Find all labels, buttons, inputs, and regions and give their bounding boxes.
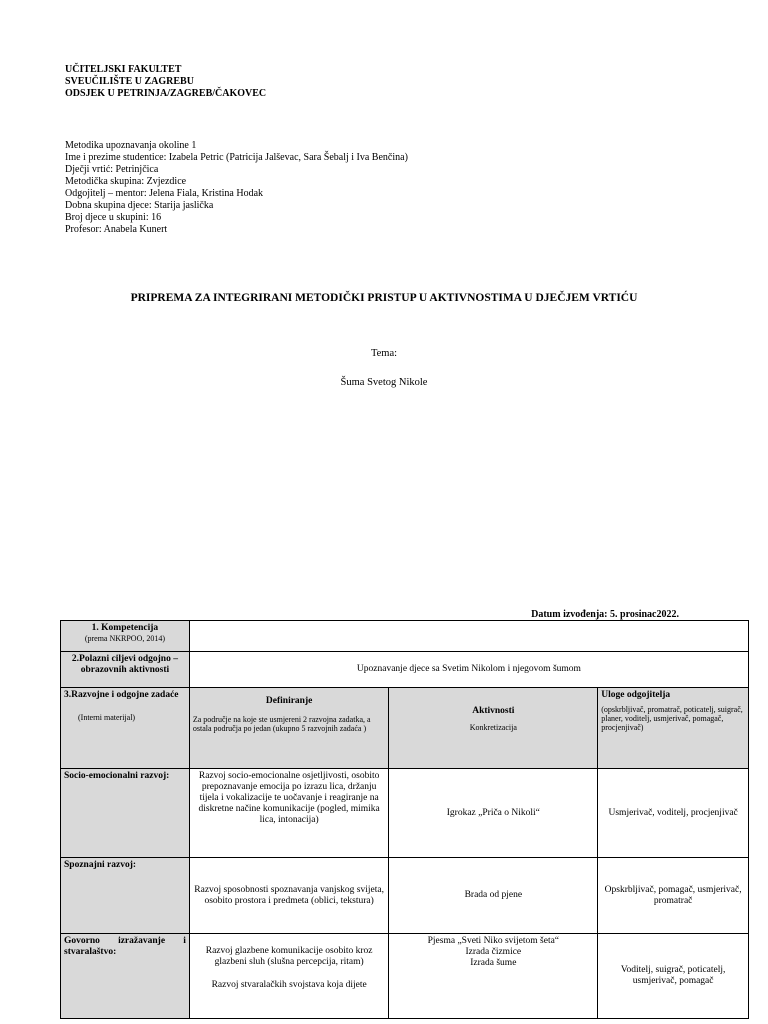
row-competence	[61, 621, 749, 652]
definition-cognitive: Razvoj sposobnosti spoznavanja vanjskog svijeta, osobito prostora i predmeta (oblici, tekstura)	[189, 858, 389, 934]
row-socio-emotional	[61, 769, 749, 858]
document-title: PRIPREMA ZA INTEGRIRANI METODIČKI PRISTUP U AKTIVNOSTIMA U DJEČJEM VRTIĆU	[130, 292, 638, 304]
preparation-table	[60, 620, 749, 1019]
tasks-label-cell	[61, 688, 190, 769]
activity-speech-song: Pjesma „Sveti Niko svijetom šeta“	[427, 936, 560, 946]
header-line-faculty: UČITELJSKI FAKULTET	[65, 64, 182, 75]
row-cognitive	[61, 858, 749, 934]
area-speech: Govorno izražavanje i stvaralaštvo:	[64, 936, 186, 957]
theme-value: Šuma Svetog Nikole	[340, 377, 428, 388]
roles-socio-emotional: Usmjerivač, voditelj, procjenjivač	[598, 769, 749, 858]
competence-source: (prema NKRPOO, 2014)	[84, 634, 166, 643]
institution-header	[65, 64, 266, 100]
goals-label: 2.Polazni ciljevi odgojno – obrazovnih aktivnosti	[61, 652, 190, 688]
theme-label: Tema:	[370, 348, 398, 359]
activity-speech-forest: Izrada šume	[470, 958, 517, 968]
activity-cognitive: Brada od pjene	[389, 858, 598, 934]
definition-note: Za područje na koje ste usmjereni 2 razvojna zadatka, a ostala područja po jedan (ukupno 5 razvojnih zadaća )	[192, 715, 371, 733]
definition-socio-emotional: Razvoj socio-emocionalne osjetljivosti, osobito prepoznavanje emocija po izrazu lica, držanju tijela i vokalizacije te uočavanje i reagiranje na diskretne načine komunikacije (pogled, mimika lica, intonacija)	[189, 769, 389, 858]
roles-title: Uloge odgojitelja	[601, 690, 671, 700]
activity-speech-cell	[389, 934, 598, 1019]
info-student: Ime i prezime studentice: Izabela Petric (Patricija Jalševac, Sara Šebalj i Iva Benčina)	[65, 152, 408, 163]
tasks-title: 3.Razvojne i odgojne zadaće	[64, 690, 179, 700]
definition-header	[189, 688, 389, 769]
info-block	[65, 140, 408, 236]
roles-note: (opskrbljivač, promatrač, poticatelj, suigrač, planer, voditelj, usmjerivač, pomagač, procjenjivač)	[601, 705, 743, 732]
roles-header	[598, 688, 749, 769]
roles-cognitive: Opskrbljivač, pomagač, usmjerivač, promatrač	[598, 858, 749, 934]
area-speech-cell	[61, 934, 190, 1019]
competence-cell	[61, 621, 190, 652]
area-socio-emotional: Socio-emocionalni razvoj:	[61, 769, 190, 858]
activities-title: Aktivnosti	[472, 706, 515, 716]
info-professor: Profesor: Anabela Kunert	[65, 224, 168, 235]
header-line-university: SVEUČILIŠTE U ZAGREBU	[65, 76, 194, 87]
roles-speech: Voditelj, suigrač, poticatelj, usmjerivač, pomagač	[598, 934, 749, 1019]
definition-speech-cell	[189, 934, 389, 1019]
activities-header	[389, 688, 598, 769]
row-speech	[61, 934, 749, 1019]
row-goals	[61, 652, 749, 688]
info-age-group: Dobna skupina djece: Starija jaslička	[65, 200, 214, 211]
info-children-count: Broj djece u skupini: 16	[65, 212, 162, 223]
header-line-department: ODSJEK U PETRINJA/ZAGREB/ČAKOVEC	[65, 88, 267, 99]
activity-speech-boot: Izrada čizmice	[465, 947, 522, 957]
area-cognitive: Spoznajni razvoj:	[61, 858, 190, 934]
info-group: Metodička skupina: Zvjezdice	[65, 176, 187, 187]
date-line: Datum izvođenja: 5. prosinac2022.	[531, 609, 679, 620]
definition-speech-2: Razvoj stvaralačkih svojstava koja dijete	[211, 980, 367, 990]
info-course: Metodika upoznavanja okoline 1	[65, 140, 197, 151]
activity-socio-emotional: Igrokaz „Priča o Nikoli“	[389, 769, 598, 858]
definition-title: Definiranje	[265, 696, 313, 706]
activities-note: Konkretizacija	[469, 723, 517, 732]
info-kindergarten: Dječji vrtić: Petrinjčica	[65, 164, 159, 175]
definition-speech: Razvoj glazbene komunikacije osobito kroz glazbeni sluh (slušna percepcija, ritam)	[205, 946, 373, 967]
tasks-source: (Interni materijal)	[78, 713, 136, 722]
row-tasks-header	[61, 688, 749, 769]
goals-value: Upoznavanje djece sa Svetim Nikolom i njegovom šumom	[189, 652, 748, 688]
competence-value	[189, 621, 748, 652]
info-mentor: Odgojitelj – mentor: Jelena Fiala, Kristina Hodak	[65, 188, 264, 199]
competence-title: 1. Kompetencija	[91, 623, 159, 633]
